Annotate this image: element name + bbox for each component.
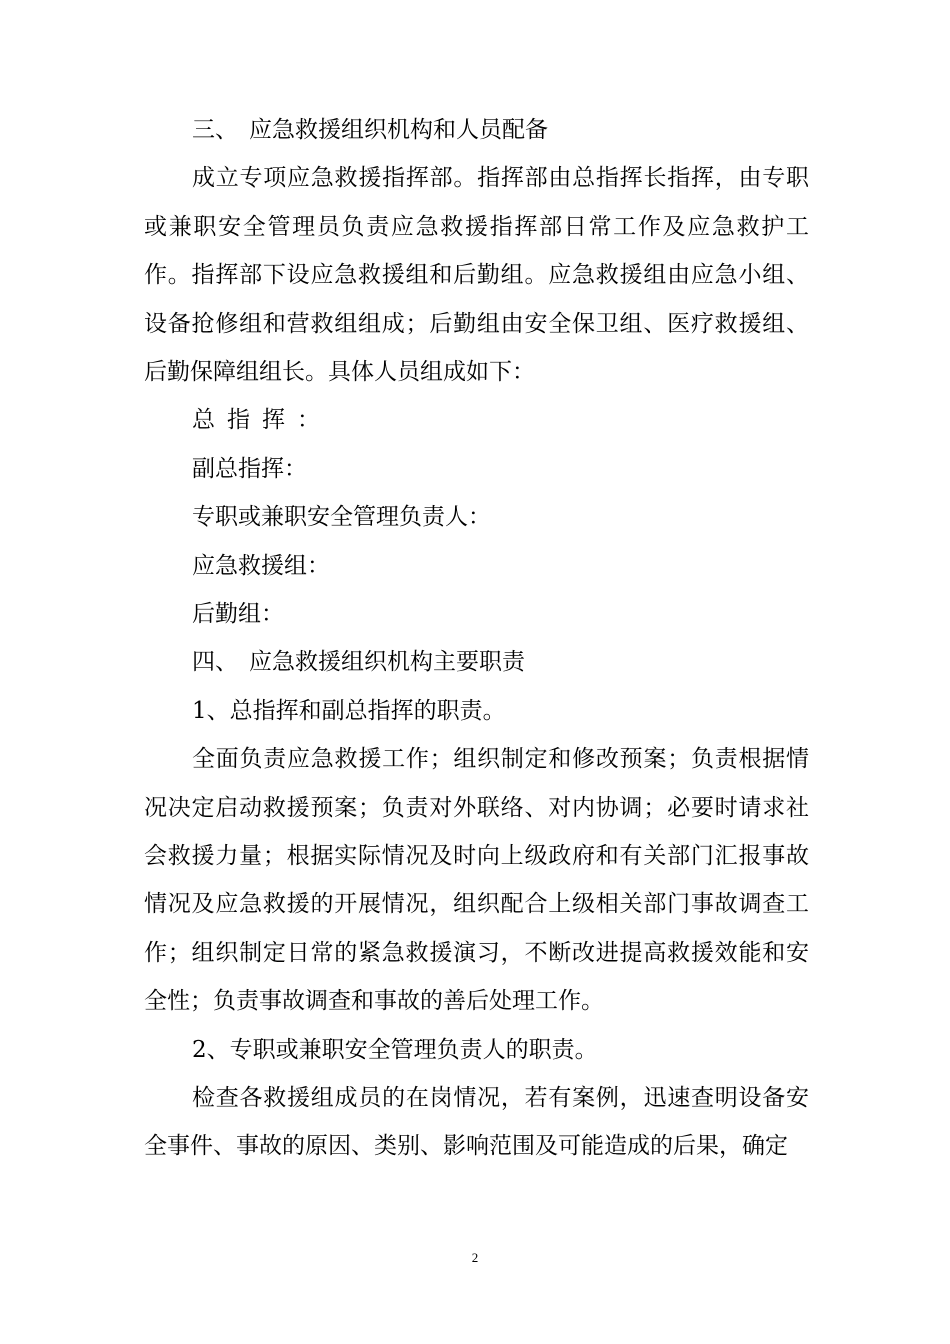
role-logistics-team: 后勤组： [192, 600, 284, 627]
page-content [144, 106, 809, 1171]
section-3-number: 三、 [192, 117, 238, 143]
item-2-heading: 2、专职或兼职安全管理负责人的职责。 [192, 1036, 598, 1063]
page-number: 2 [471, 1250, 479, 1265]
role-commander: 总指挥： [192, 407, 332, 434]
section-3-title: 应急救援组织机构和人员配备 [249, 117, 548, 143]
section-4-number: 四、 [192, 649, 238, 676]
role-safety-manager: 专职或兼职安全管理负责人： [192, 504, 491, 531]
section-4-heading [144, 638, 809, 686]
section-4-title: 应急救援组织机构主要职责 [249, 649, 525, 676]
item-2-paragraph: 检查各救援组成员的在岗情况，若有案例，迅速查明设备安全事件、事故的原因、类别、影响范围及可能造成的后果，确定 [144, 1084, 809, 1160]
section-3-paragraph: 成立专项应急救援指挥部。指挥部由总指挥长指挥，由专职或兼职安全管理员负责应急救援指挥部日常工作及应急救护工作。指挥部下设应急救援组和后勤组。应急救援组由应急小组、设备抢修组和营救组组成；后勤组由安全保卫组、医疗救援组、后勤保障组组长。具体人员组成如下： [144, 165, 809, 386]
role-deputy-commander: 副总指挥： [192, 455, 307, 482]
item-1-heading: 1、总指挥和副总指挥的职责。 [192, 697, 506, 724]
role-rescue-team: 应急救援组： [192, 552, 330, 579]
section-3-heading [144, 106, 809, 154]
item-1-paragraph: 全面负责应急救援工作；组织制定和修改预案；负责根据情况决定启动救援预案；负责对外联络、对内协调；必要时请求社会救援力量；根据实际情况及时向上级政府和有关部门汇报事故情况及应急救援的开展情况，组织配合上级相关部门事故调查工作；组织制定日常的紧急救援演习，不断改进提高救援效能和安全性；负责事故调查和事故的善后处理工作。 [144, 746, 809, 1015]
